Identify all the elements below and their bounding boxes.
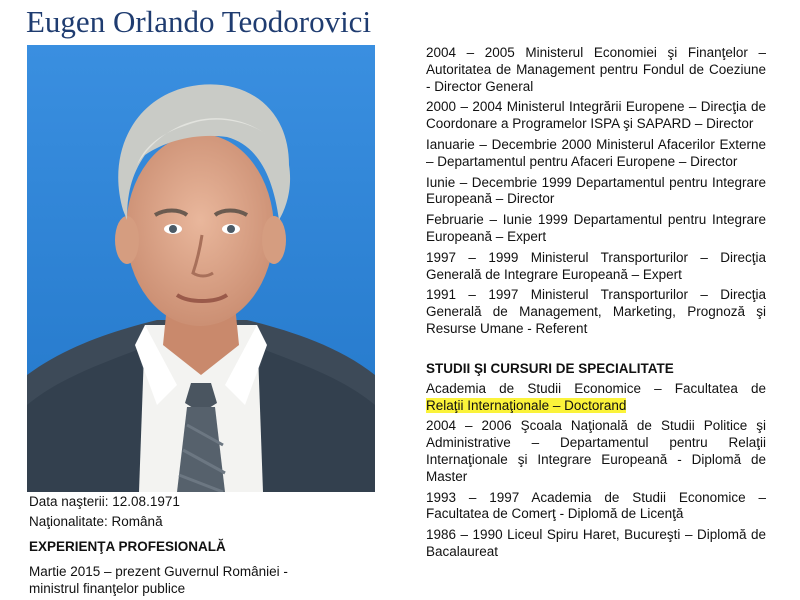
experience-entry: 2000 – 2004 Ministerul Integrării Europene – Direcţia de Coordonare a Programelor ISPA şi SAPARD – Director bbox=[426, 99, 766, 132]
portrait-photo bbox=[27, 45, 375, 492]
experience-entry: Ianuarie – Decembrie 2000 Ministerul Afacerilor Externe – Departamentul pentru Afaceri Europene – Director bbox=[426, 136, 766, 169]
nationality: Naţionalitate: Română bbox=[29, 514, 163, 529]
studies-doctorate-line1: Academia de Studii Economice – Facultatea de bbox=[426, 380, 766, 396]
studies-heading: STUDII ŞI CURSURI DE SPECIALITATE bbox=[426, 360, 674, 376]
experience-entry: Iunie – Decembrie 1999 Departamentul pentru Integrare Europeană – Director bbox=[426, 174, 766, 207]
experience-entry: 1991 – 1997 Ministerul Transporturilor – Direcţia Generală de Management, Marketing, Prognoză şi Resurse Umane - Referent bbox=[426, 287, 766, 336]
studies-entry: 1986 – 1990 Liceul Spiru Haret, Bucureşti – Diplomă de Bacalaureat bbox=[426, 527, 766, 559]
portrait-illustration bbox=[27, 45, 375, 492]
studies-doctorate-line2 bbox=[426, 398, 766, 415]
experience-current-line1: Martie 2015 – prezent Guvernul României - bbox=[29, 564, 288, 579]
cv-right-column bbox=[426, 45, 766, 565]
studies-entry-doctorate bbox=[426, 381, 766, 415]
highlighted-text: Relaţii Internaţionale – Doctorand bbox=[426, 397, 627, 413]
person-name: Eugen Orlando Teodorovici bbox=[26, 4, 372, 39]
experience-entry-current bbox=[29, 564, 374, 597]
experience-current-line2: ministrul finanţelor publice bbox=[29, 580, 186, 596]
experience-entry: 1997 – 1999 Ministerul Transporturilor – Direcţia Generală de Integrare Europeană – Expert bbox=[426, 249, 766, 282]
personal-info bbox=[29, 492, 374, 597]
experience-heading: EXPERIENŢA PROFESIONALĂ bbox=[29, 539, 226, 554]
experience-entry: 2004 – 2005 Ministerul Economiei şi Finanţelor – Autoritatea de Management pentru Fondul de Coeziune - Director General bbox=[426, 45, 766, 94]
birth-date: Data naşterii: 12.08.1971 bbox=[29, 494, 180, 509]
experience-entry: Februarie – Iunie 1999 Departamentul pentru Integrare Europeană – Expert bbox=[426, 212, 766, 244]
studies-entry: 1993 – 1997 Academia de Studii Economice – Facultatea de Comerţ - Diplomă de Licenţă bbox=[426, 489, 766, 522]
studies-entry: 2004 – 2006 Şcoala Naţională de Studii Politice şi Administrative – Departamentul pentru Relaţii Internaţionale şi Integrare Europeană - Diplomă de Master bbox=[426, 418, 766, 484]
